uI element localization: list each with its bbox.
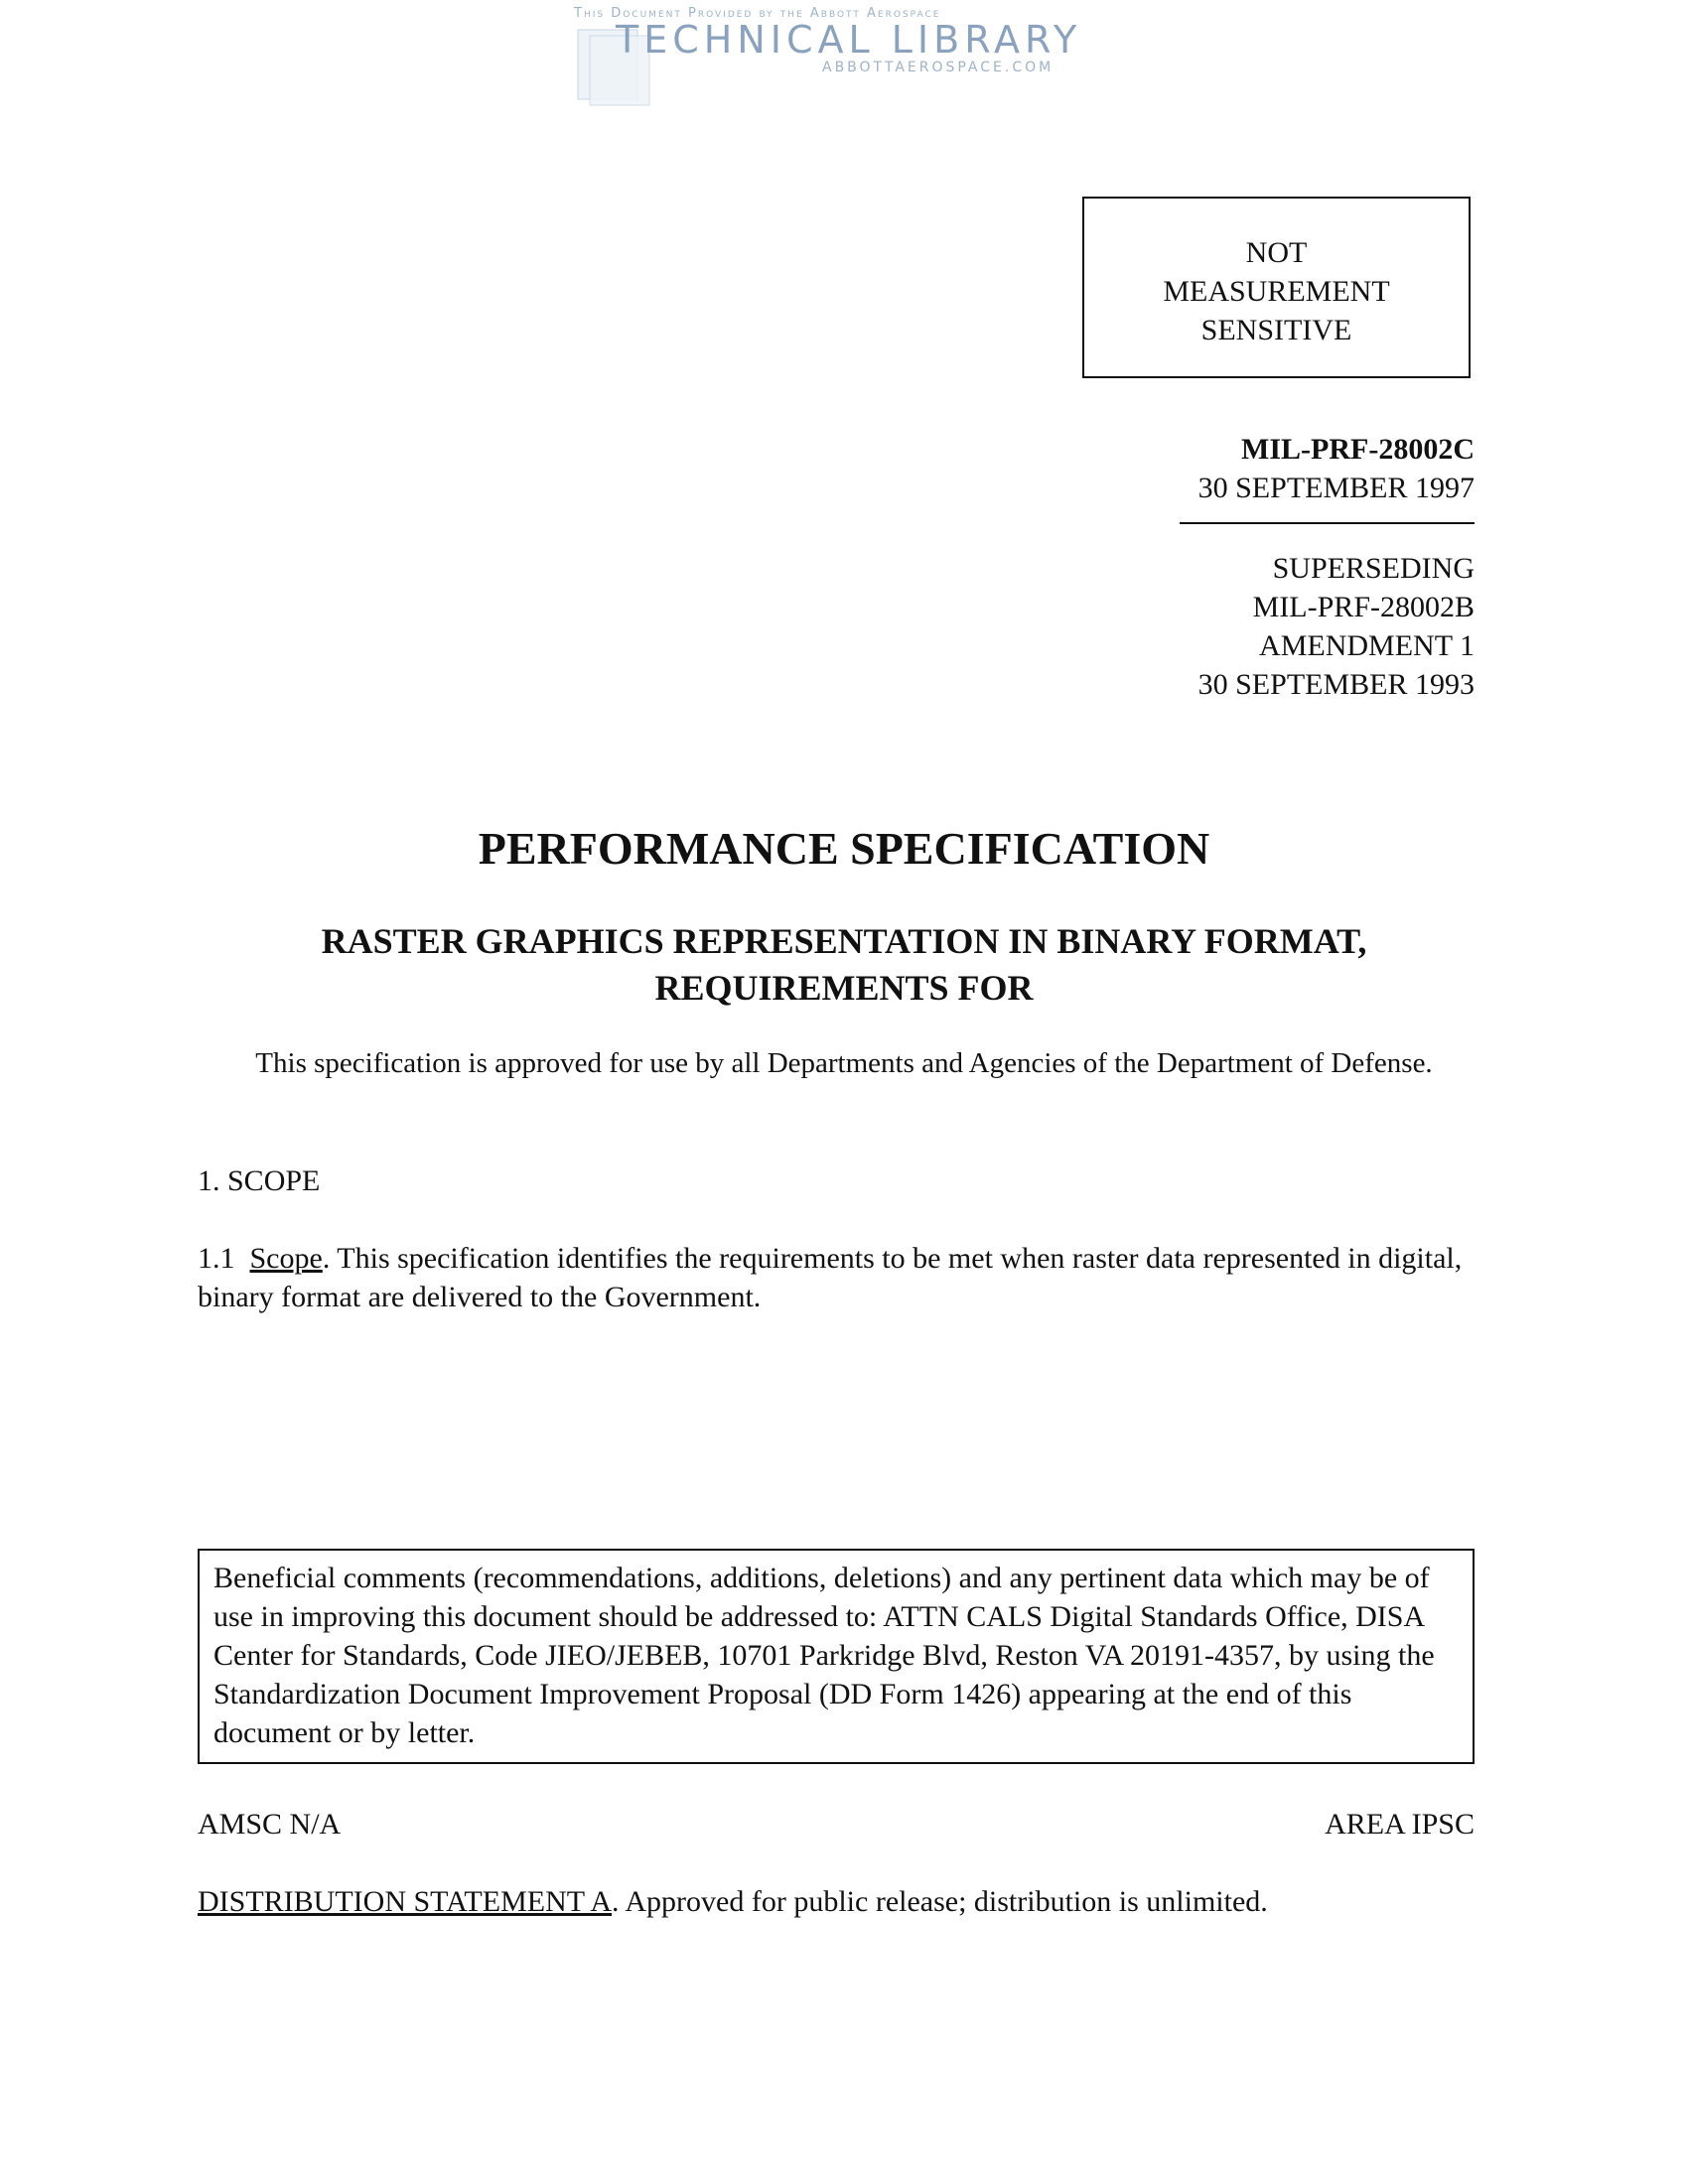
measurement-line: MEASUREMENT <box>1163 275 1390 308</box>
area: AREA IPSC <box>1325 1808 1475 1841</box>
section-term: Scope <box>249 1242 323 1275</box>
superseding-line: SUPERSEDING <box>1272 552 1475 585</box>
doc-id-block <box>1198 430 1475 507</box>
approval-statement: This specification is approved for use by all Departments and Agencies of the Department of Defense. <box>255 1047 1433 1079</box>
section-number: 1.1 <box>198 1242 235 1275</box>
subtitle <box>0 918 1688 1012</box>
watermark-line2: TECHNICAL LIBRARY <box>616 18 1082 62</box>
subtitle-line: RASTER GRAPHICS REPRESENTATION IN BINARY FORMAT, <box>321 921 1367 961</box>
section-heading: 1. SCOPE <box>198 1164 321 1197</box>
subtitle-line: REQUIREMENTS FOR <box>654 968 1034 1008</box>
measurement-box <box>1082 197 1471 378</box>
distribution-label: DISTRIBUTION STATEMENT A <box>198 1885 613 1918</box>
superseding-line: AMENDMENT 1 <box>1259 629 1475 662</box>
superseding-block <box>1198 549 1475 704</box>
superseding-line: 30 SEPTEMBER 1993 <box>1197 668 1475 701</box>
divider <box>1180 522 1475 524</box>
watermark-line1: This Document Provided by the Abbott Aerospace <box>574 6 941 21</box>
watermark-logo <box>556 0 1092 119</box>
superseding-line: MIL-PRF-28002B <box>1252 591 1475 623</box>
page-title: PERFORMANCE SPECIFICATION <box>478 823 1210 874</box>
measurement-line: NOT <box>1245 236 1308 269</box>
measurement-line: SENSITIVE <box>1200 314 1352 346</box>
amsc: AMSC N/A <box>198 1808 342 1841</box>
comments-box: Beneficial comments (recommendations, additions, deletions) and any pertinent data which may be of use in improving this document should be addressed to: ATTN CALS Digital Standards Office, DISA Center for Standards, Code JIEO/JEBEB, 10701 Parkridge Blvd, Reston VA 20191-4357, by using the Standardization Document Improvement Proposal (DD Form 1426) appearing at the end of this document or by letter. <box>198 1549 1475 1764</box>
section-text: . This specification identifies the requirements to be met when raster data represented in digital, binary format are delivered to the Government. <box>198 1242 1463 1313</box>
watermark-line3: ABBOTTAEROSPACE.COM <box>822 60 1055 75</box>
doc-id: MIL-PRF-28002C <box>1241 433 1475 466</box>
distribution-statement <box>198 1882 1478 1921</box>
distribution-text: . Approved for public release; distribution is unlimited. <box>612 1885 1268 1918</box>
doc-date: 30 SEPTEMBER 1997 <box>1197 472 1475 504</box>
scope-paragraph <box>198 1239 1478 1316</box>
